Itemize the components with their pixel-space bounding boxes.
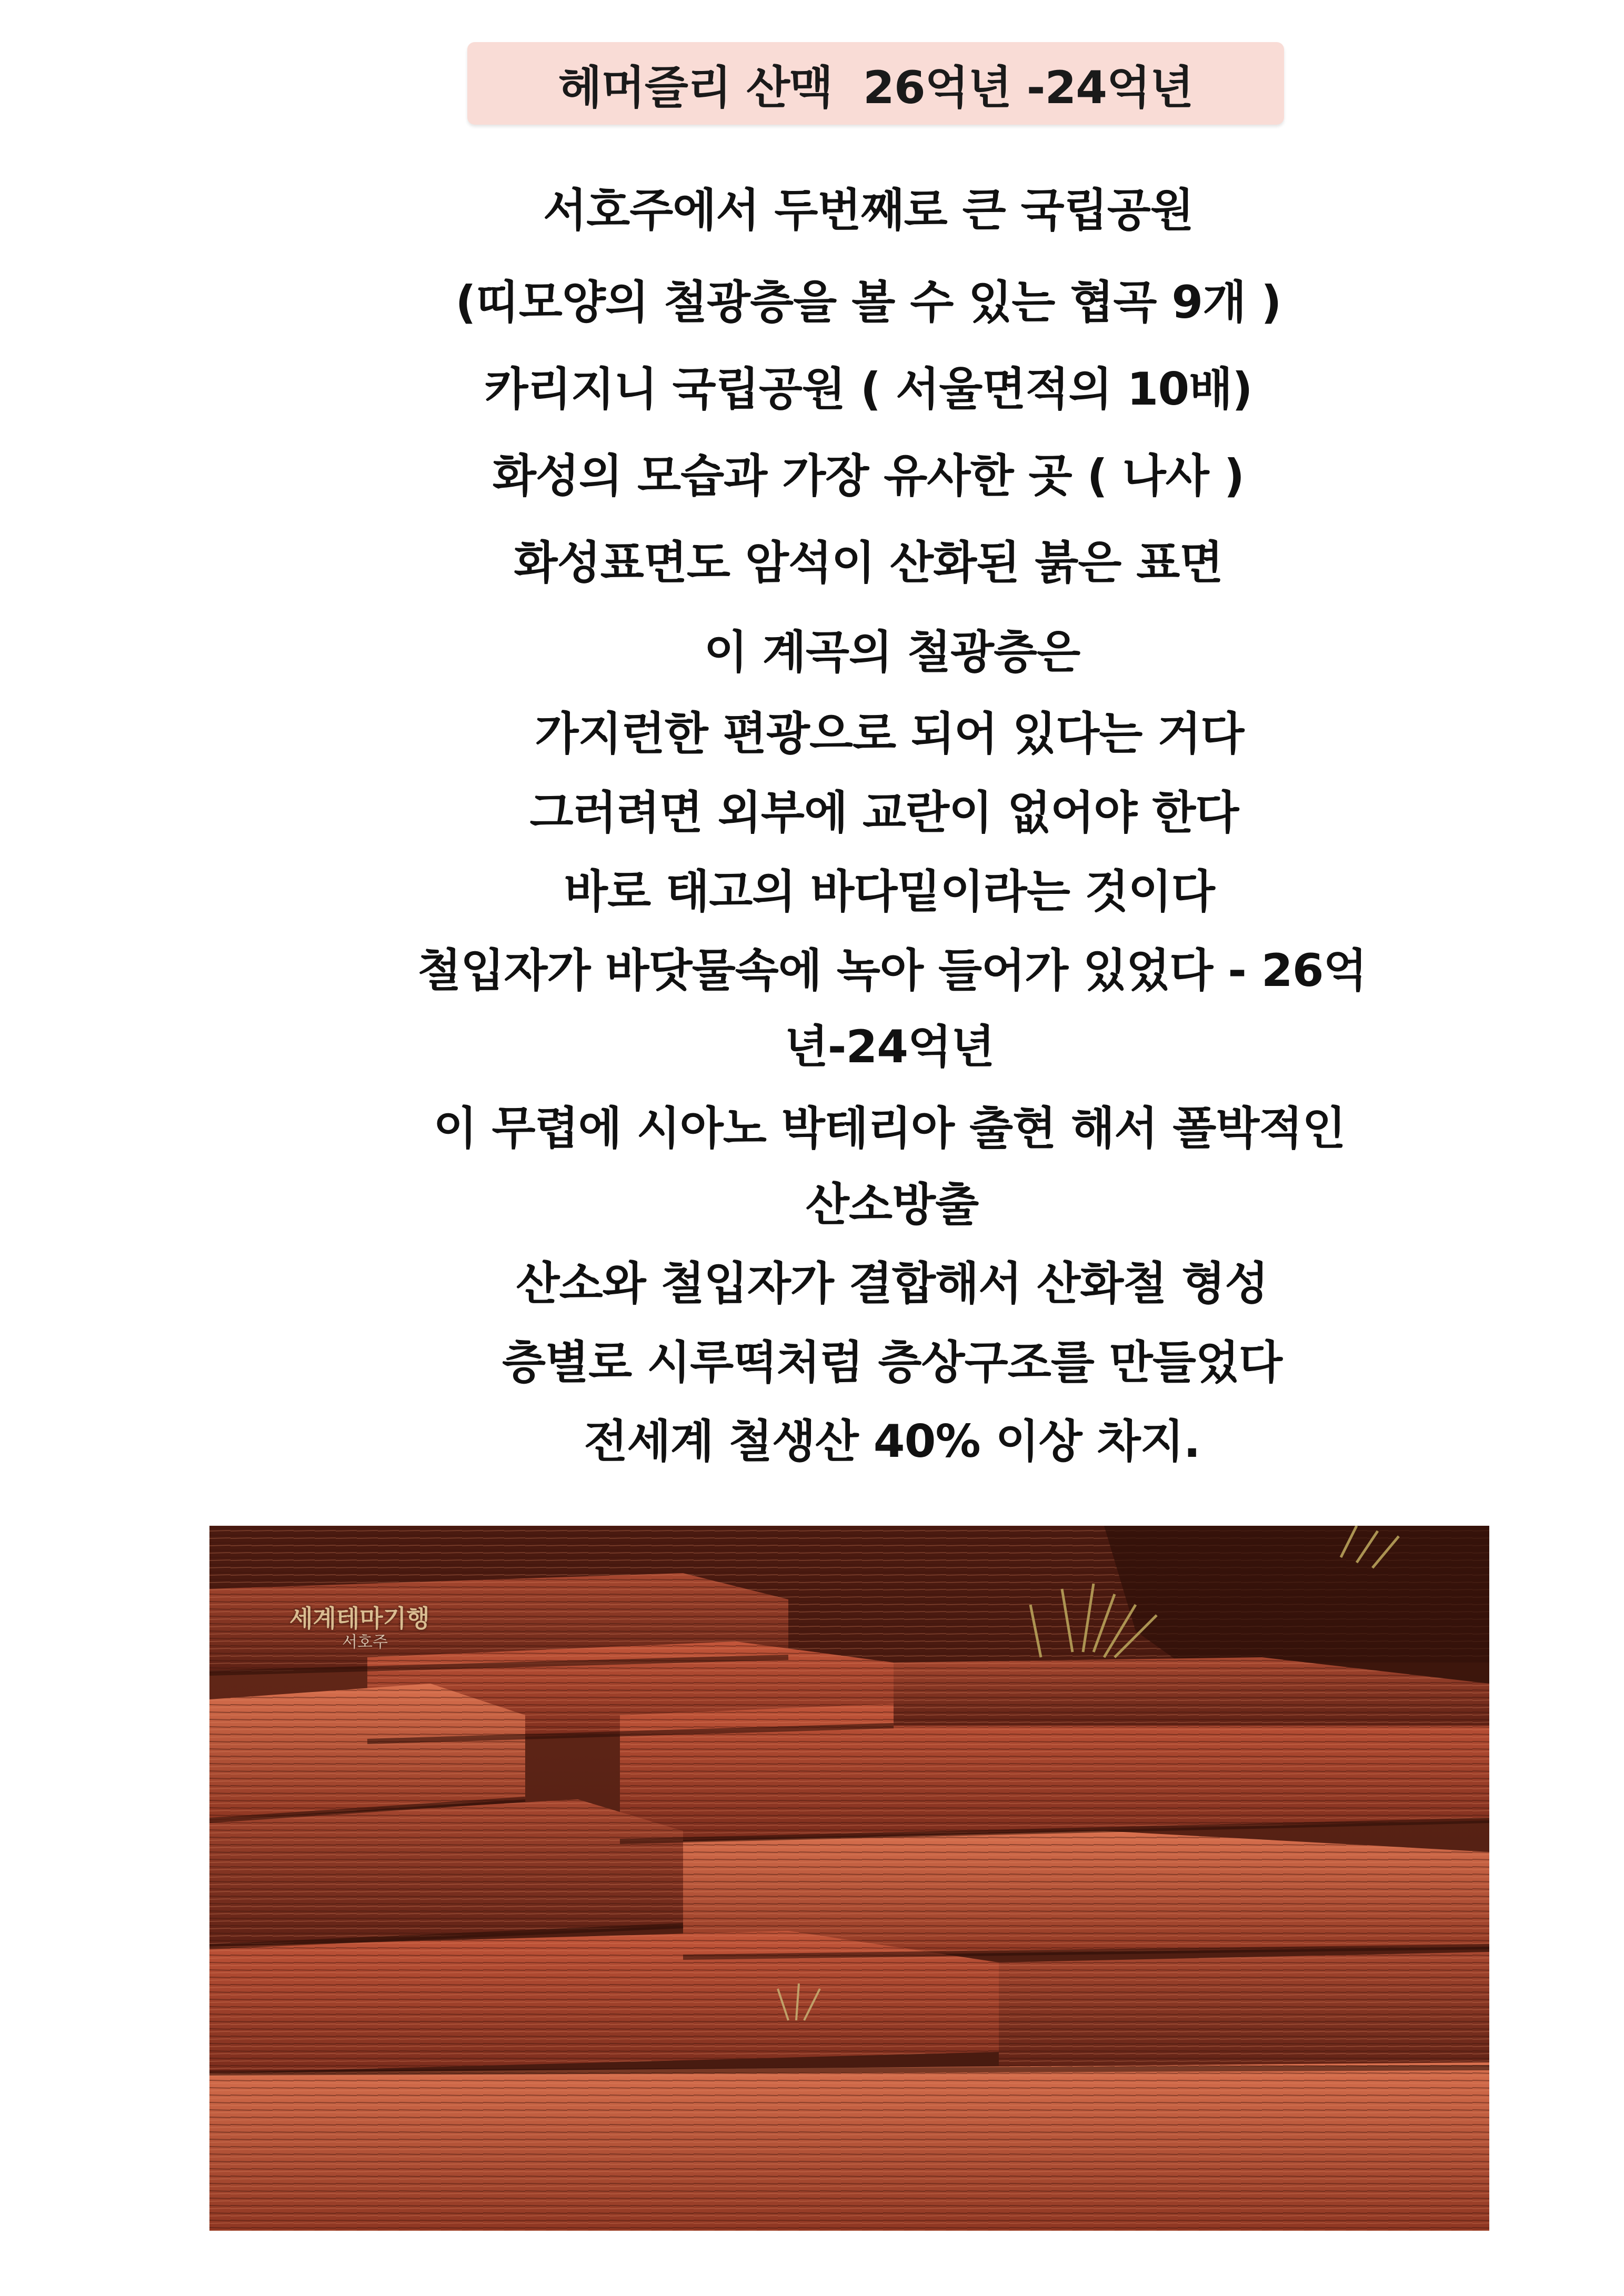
text-line-2: (띠모양의 철광층을 볼 수 있는 협곡 9개 ) xyxy=(455,276,1281,329)
tv-watermark-subtitle: 서호주 xyxy=(342,1633,388,1651)
text-line-15: 층별로 시루떡처럼 층상구조를 만들었다 xyxy=(502,1336,1282,1389)
text-line-3: 카리지니 국립공원 ( 서울면적의 10배) xyxy=(484,363,1252,416)
text-line-4: 화성의 모습과 가장 유사한 곳 ( 나사 ) xyxy=(492,450,1245,502)
text-line-6: 이 계곡의 철광층은 xyxy=(704,626,1080,679)
text-line-8: 그러려면 외부에 교란이 없어야 한다 xyxy=(529,787,1239,839)
text-line-11: 년-24억년 xyxy=(784,1021,995,1073)
text-line-14: 산소와 철입자가 결합해서 산화철 형성 xyxy=(516,1257,1268,1310)
gorge-rock-photo xyxy=(209,1526,1489,2231)
text-line-13: 산소방출 xyxy=(805,1179,979,1231)
text-line-7: 가지런한 편광으로 되어 있다는 거다 xyxy=(535,708,1244,760)
tv-watermark: 세계테마기행 xyxy=(289,1604,430,1633)
page-title: 헤머즐리 산맥 26억년 -24억년 xyxy=(558,61,1194,114)
text-line-12: 이 무렵에 시아노 박테리아 출현 해서 폴박적인 xyxy=(433,1102,1346,1155)
text-line-10: 철입자가 바닷물속에 녹아 들어가 있었다 - 26억 xyxy=(417,944,1367,997)
text-line-16: 전세계 철생산 40% 이상 차지. xyxy=(584,1415,1200,1468)
text-line-5: 화성표면도 암석이 산화된 붉은 표면 xyxy=(514,537,1223,589)
text-line-9: 바로 태고의 바다밑이라는 것이다 xyxy=(564,865,1215,918)
title-banner xyxy=(467,42,1284,125)
text-line-1: 서호주에서 두번째로 큰 국립공원 xyxy=(543,184,1194,237)
